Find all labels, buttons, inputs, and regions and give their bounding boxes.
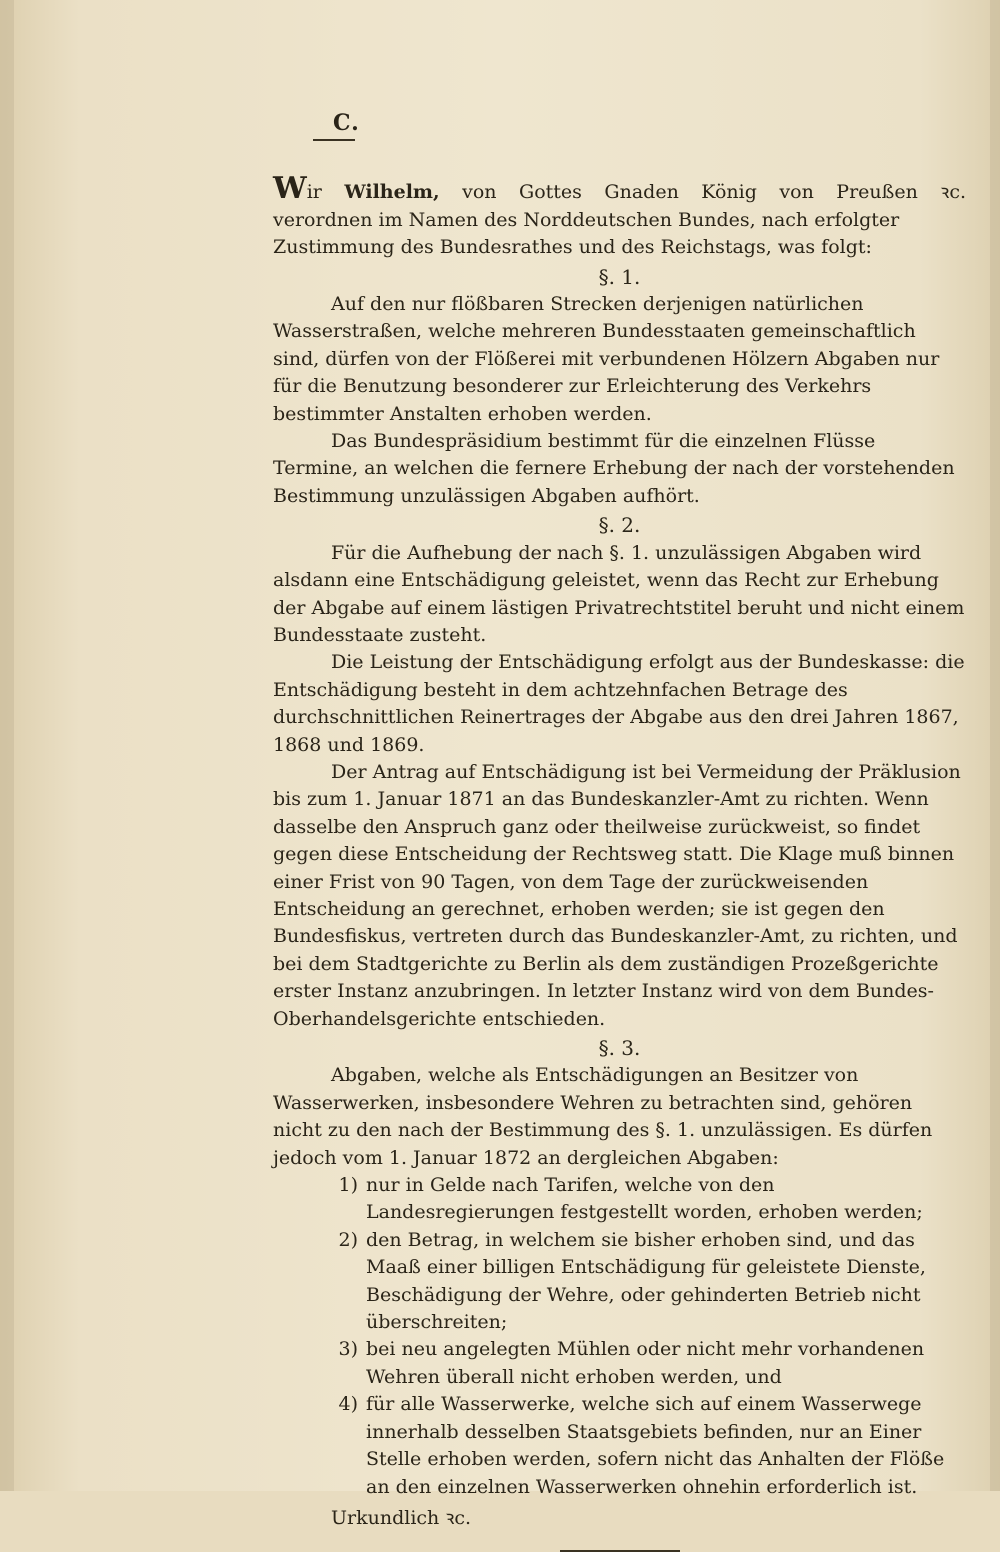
- section-1-heading: §. 1.: [598, 264, 641, 289]
- list-number: 4): [338, 1393, 358, 1416]
- list-text: den Betrag, in welchem sie bisher erhoben sind, und das Maaß einer billigen Entschädigung für geleistete Dienste, Beschädigung der Wehre, oder gehinderten Betrieb nicht überschreiten;: [366, 1228, 926, 1334]
- list-item: [273, 1391, 966, 1501]
- section-2-heading: §. 2.: [598, 513, 641, 538]
- signature-letter: C.: [333, 110, 360, 136]
- intro-line-1-rest: von Gottes Gnaden König von Preußen ꝛc.: [439, 181, 966, 204]
- list-item: [273, 1172, 966, 1227]
- list-item: [273, 1227, 966, 1337]
- list-text: bei neu angelegten Mühlen oder nicht mehr vorhandenen Wehren überall nicht erhoben werden, und: [366, 1338, 925, 1388]
- list-number: 1): [338, 1174, 358, 1197]
- dropcap: W: [273, 171, 307, 207]
- page-edge-shadow: [0, 0, 14, 1491]
- intro-opening: ir: [306, 181, 345, 204]
- list-text: für alle Wasserwerke, welche sich auf einem Wasserwege innerhalb desselben Staatsgebiets befinden, nur an Einer Stelle erhoben werden, sofern nicht das Anhalten der Flöße an den einzelnen Wasserwerken ohnehin erforderlich ist.: [366, 1393, 945, 1498]
- document-body: [273, 110, 966, 1552]
- king-name: Wilhelm,: [344, 181, 440, 204]
- section-1-paragraph-2: Das Bundespräsidium bestimmt für die einzelnen Flüsse Termine, an welchen die fernere Erhebung der nach der vorstehenden Bestimmung unzulässigen Abgaben aufhört.: [273, 430, 955, 507]
- section-2-paragraph-1: Für die Aufhebung der nach §. 1. unzulässigen Abgaben wird alsdann eine Entschädigung geleistet, wenn das Recht zur Erhebung der Abgabe auf einem lästigen Privatrechtstitel beruht und nicht einem Bundesstaate zusteht.: [273, 541, 965, 646]
- section-2-paragraph-2: Die Leistung der Entschädigung erfolgt aus der Bundeskasse: die Entschädigung besteht in dem achtzehnfachen Betrage des durchschnittlichen Reinertrages der Abgabe aus den drei Jahren 1867, 1868 und 1869.: [273, 651, 965, 756]
- section-1-paragraph-1: Auf den nur flößbaren Strecken derjenigen natürlichen Wasserstraßen, welche mehreren Bundesstaaten gemeinschaftlich sind, dürfen von der Flößerei mit verbundenen Hölzern Abgaben nur für die Benutzung besonderer zur Erleichterung des Verkehrs bestimmter Anstalten erhoben werden.: [273, 293, 940, 425]
- intro-line-2: verordnen im Namen des Norddeutschen Bundes, nach erfolgter Zustimmung des Bundesrathes und des Reichstags, was folgt:: [273, 208, 900, 259]
- section-3-heading: §. 3.: [598, 1036, 641, 1060]
- list-text: nur in Gelde nach Tarifen, welche von den Landesregierungen festgestellt worden, erhoben werden;: [366, 1174, 923, 1224]
- page-edge-shadow-right: [990, 0, 1000, 1491]
- closing-formula: Urkundlich ꝛc.: [331, 1506, 472, 1529]
- list-number: 2): [338, 1228, 358, 1251]
- signature-flourish: [313, 139, 355, 141]
- intro-line-1: [273, 171, 966, 207]
- section-2-paragraph-3: Der Antrag auf Entschädigung ist bei Vermeidung der Präklusion bis zum 1. Januar 1871 an das Bundeskanzler-Amt zu richten. Wenn dasselbe den Anspruch ganz oder theilweise zurückweist, so findet gegen diese Entscheidung der Rechtsweg statt. Die Klage muß binnen einer Frist von 90 Tagen, von dem Tage der zurückweisenden Entscheidung an gerechnet, erhoben werden; sie ist gegen den Bundesfiskus, vertreten durch das Bundeskanzler-Amt, zu richten, und bei dem Stadtgerichte zu Berlin als dem zuständigen Prozeßgerichte erster Instanz anzubringen. In letzter Instanz wird von dem Bundes-Oberhandelsgerichte entschieden.: [273, 760, 961, 1030]
- list-item: [273, 1336, 966, 1391]
- list-number: 3): [338, 1338, 358, 1361]
- section-3-paragraph-1: Abgaben, welche als Entschädigungen an Besitzer von Wasserwerken, insbesondere Wehren zu betrachten sind, gehören nicht zu den nach der Bestimmung des §. 1. unzulässigen. Es dürfen jedoch vom 1. Januar 1872 an dergleichen Abgaben:: [273, 1064, 933, 1169]
